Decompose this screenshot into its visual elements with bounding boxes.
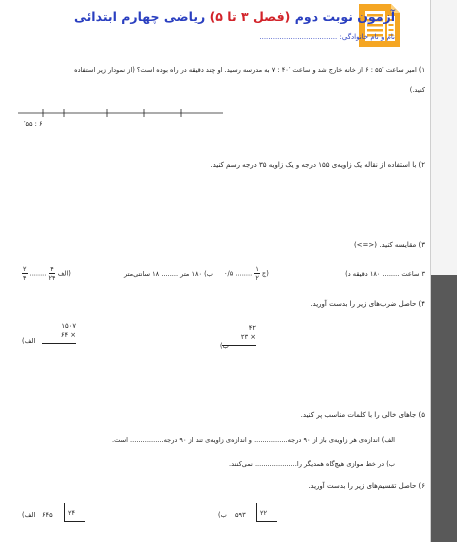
page-side-edge	[430, 0, 431, 542]
q3-a-label: الف)	[57, 269, 71, 278]
q3-c-left: ۰/۵	[224, 269, 234, 278]
q3-a-right-fraction: $\frac{۲}{۴}$	[23, 265, 27, 282]
student-name-label: نام و نام خانوادگی:	[339, 33, 395, 41]
q4-a-top: ۱۵۰۷	[61, 322, 76, 330]
q4-a-multiplication	[42, 322, 76, 344]
q3-c-fraction: $\frac{۱}{۲}$	[255, 265, 259, 282]
title-part-chapters: (فصل ۳ تا ۵)	[209, 9, 291, 24]
q6-heading: ۶) حاصل تقسیم‌های زیر را بدست آورید.	[308, 482, 425, 490]
title-part-subject: ریاضی چهارم ابتدائی	[73, 9, 206, 24]
q5-item-a: الف) اندازه‌ی هر زاویه‌ی باز از ۹۰ درجه................ و اندازه‌ی زاویه‌ی تند از ۹۰ درجه................ است.	[112, 436, 395, 444]
q1-text-line2: کنید.)	[409, 86, 425, 94]
page-side-strip-bottom	[430, 275, 457, 542]
q6-a-label: الف)	[22, 511, 36, 519]
q3-b-text: ۱۸۰ متر ........ ۱۸ سانتی‌متر	[124, 270, 203, 278]
q4-a-bottom: ۶۴ ×	[60, 331, 76, 339]
q3-item-b	[124, 270, 213, 278]
q1-start-time: ′۵۵ : ۶	[24, 120, 43, 128]
q3-c-label: ج)	[261, 269, 269, 278]
q4-b-top: ۴۲	[248, 324, 256, 332]
q3-c-blank: ........	[235, 269, 253, 278]
q6-a-divisor: ۲۴	[68, 509, 76, 517]
q3-a-blank: ........	[29, 269, 47, 278]
q5-heading: ۵) جاهای خالی را با کلمات مناسب پر کنید.	[300, 411, 425, 419]
q4-heading: ۴) حاصل ضرب‌های زیر را بدست آورید.	[310, 300, 425, 308]
q6-b-dividend: ۵۹۳	[235, 511, 246, 519]
student-name-blank: ...................................	[259, 33, 338, 41]
q1-text-line1: ۱) امیر ساعت ′۵۵ : ۶ از خانه خارج شد و ساعت ′۴۰ : ۷ به مدرسه رسید. او چند دقیقه در راه بوده است؟ (از نمودار زیر استفاده	[74, 66, 425, 74]
q6-a-dividend: ۶۴۵	[42, 511, 53, 519]
page-title	[74, 9, 395, 24]
q4-b-label: ب)	[220, 342, 229, 350]
q4-b-rule	[222, 345, 256, 346]
q3-b-label: ب)	[204, 270, 213, 278]
q3-a-left-fraction: $\frac{۴}{۲۴}$	[48, 265, 56, 282]
q3-heading: ۳) مقایسه کنید. (<=>)	[353, 241, 425, 249]
student-name-line	[259, 33, 395, 41]
q4-a-rule	[42, 343, 76, 344]
q3-d-text: ۳ ساعت ........ ۱۸۰ دقیقه	[352, 270, 425, 278]
q4-b-multiplication	[222, 324, 256, 346]
q4-a-label: الف)	[22, 337, 36, 345]
q4-b-bottom: ۲۳ ×	[240, 333, 256, 341]
q3-item-c	[224, 265, 269, 282]
q5-item-b: ب) در خط موازی هیچ‌گاه همدیگر را.................... نمی‌کنند.	[229, 460, 395, 468]
q3-item-a	[22, 265, 71, 282]
q3-item-d	[345, 270, 425, 278]
title-part-exam: آزمون نوبت دوم	[294, 9, 395, 24]
q6-b-divisor: ۲۲	[260, 509, 268, 517]
page-side-strip-top	[430, 0, 457, 275]
q2-text: ۲) با استفاده از نقاله یک زاویه‌ی ۱۵۵ درجه و یک زاویه ۳۵ درجه رسم کنید.	[210, 161, 425, 169]
q6-b-label: ب)	[218, 511, 227, 519]
q1-number-line	[18, 106, 223, 120]
q3-d-label: د)	[345, 270, 351, 278]
